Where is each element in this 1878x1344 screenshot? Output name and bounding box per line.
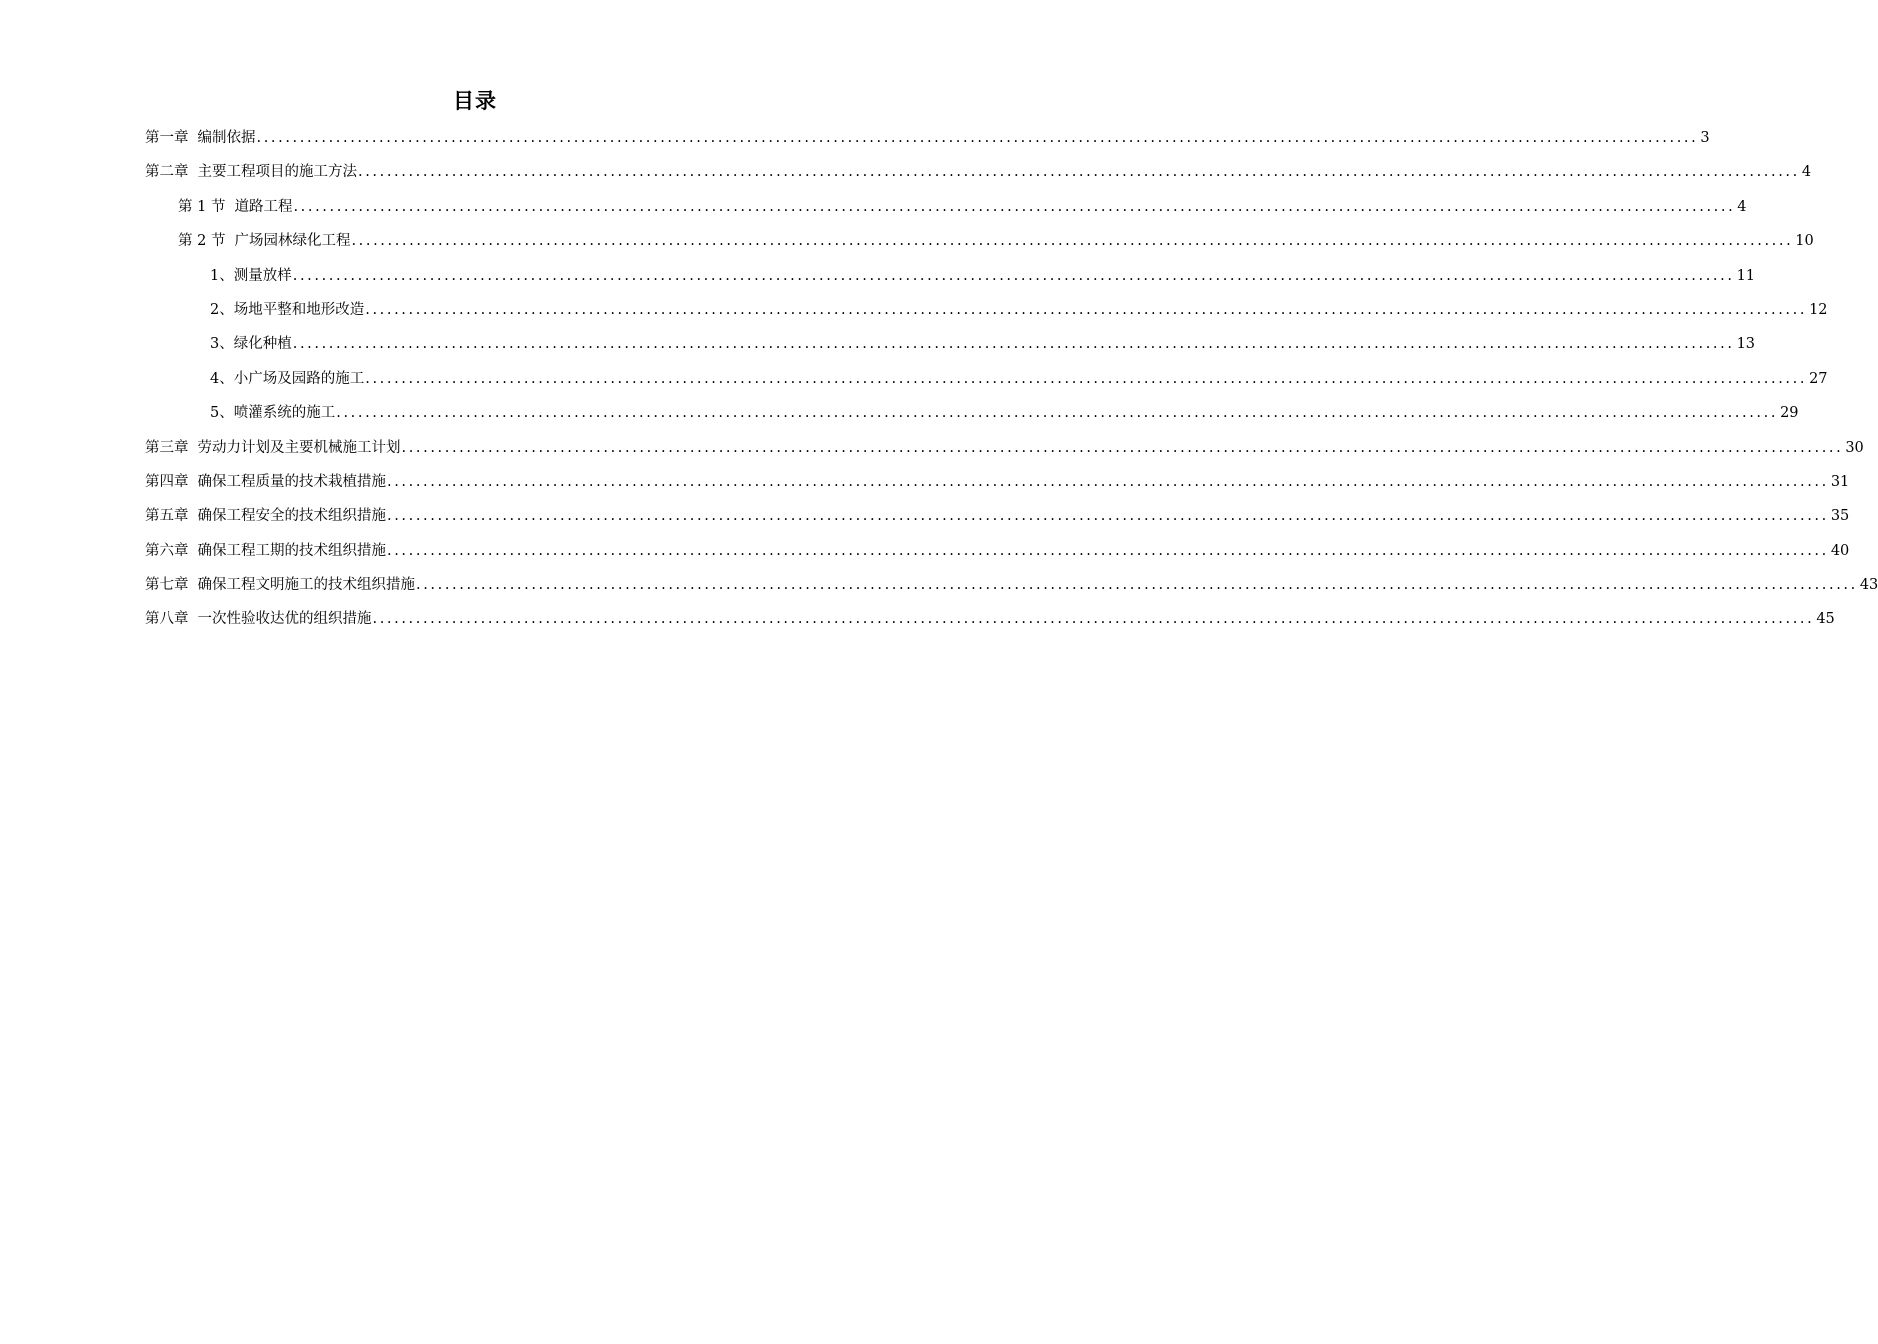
toc-entry-line: [145, 431, 1864, 465]
toc-title: 目录: [453, 89, 497, 113]
toc-entry-number: 第一章: [145, 130, 189, 146]
dot-leader: ........................................................................................................................................................................................................: [336, 405, 1779, 422]
toc-entry-page-number: 30: [1845, 439, 1864, 456]
toc-entry-page-number: 35: [1830, 508, 1850, 525]
toc-entry-line: [145, 121, 1710, 155]
toc-entry-title: 劳动力计划及主要机械施工计划: [197, 439, 401, 456]
toc-entry-line: [210, 259, 1756, 293]
toc-entry[interactable]: [0, 121, 1710, 155]
dot-leader: ........................................................................................................................................................................................................: [365, 301, 1808, 318]
toc-list: [0, 121, 1878, 637]
toc-entry-title: 确保工程质量的技术栽植措施: [197, 473, 386, 490]
toc-entry-number: 第三章: [145, 439, 189, 456]
toc-entry-number: 第二章: [145, 164, 189, 181]
toc-entry-line: [178, 190, 1747, 224]
toc-entry-number: 第六章: [145, 542, 189, 559]
toc-entry-number: 第八章: [145, 611, 189, 628]
toc-entry-line: [145, 568, 1878, 602]
toc-entry-line: [178, 224, 1814, 258]
toc-entry-line: [145, 499, 1850, 533]
toc-entry-page-number: 4: [1801, 164, 1812, 181]
toc-entry-number: 1、: [210, 267, 234, 284]
toc-entry-title: 主要工程项目的施工方法: [197, 164, 357, 181]
toc-entry-title: 确保工程安全的技术组织措施: [197, 508, 386, 525]
dot-leader: ........................................................................................................................................................................................................: [387, 542, 1829, 559]
dot-leader: ........................................................................................................................................................................................................: [292, 336, 1735, 353]
toc-entry-title: 道路工程: [234, 198, 293, 215]
toc-entry-line: [210, 396, 1799, 430]
toc-entry-title: 确保工程文明施工的技术组织措施: [197, 577, 415, 594]
dot-leader: ........................................................................................................................................................................................................: [358, 164, 1800, 181]
toc-entry[interactable]: [0, 362, 1828, 396]
toc-entry[interactable]: [0, 602, 1835, 636]
toc-entry-page-number: 10: [1795, 233, 1814, 250]
dot-leader: ........................................................................................................................................................................................................: [416, 577, 1858, 594]
toc-entry-title: 一次性验收达优的组织措施: [197, 611, 372, 628]
toc-entry-page-number: 12: [1809, 301, 1828, 318]
dot-leader: ........................................................................................................................................................................................................: [351, 233, 1794, 250]
toc-entry[interactable]: [0, 190, 1747, 224]
toc-entry-number: 第五章: [145, 508, 189, 525]
dot-leader: ........................................................................................................................................................................................................: [365, 370, 1808, 387]
toc-entry-line: [210, 327, 1756, 361]
toc-entry-title: 确保工程工期的技术组织措施: [197, 542, 386, 559]
toc-entry-title: 编制依据: [197, 130, 256, 146]
toc-entry[interactable]: [0, 155, 1812, 189]
toc-entry-page-number: 3: [1700, 130, 1710, 146]
dot-leader: ........................................................................................................................................................................................................: [292, 267, 1735, 284]
toc-entry-number: 5、: [210, 405, 234, 422]
toc-entry-line: [145, 534, 1850, 568]
toc-entry-page-number: 45: [1816, 611, 1835, 628]
toc-entry-page-number: 40: [1830, 542, 1850, 559]
toc-entry-line: [145, 602, 1835, 636]
dot-leader: ........................................................................................................................................................................................................: [401, 439, 1844, 456]
toc-entry-number: 第 2 节: [178, 233, 226, 250]
toc-entry-title: 测量放样: [233, 267, 292, 284]
toc-entry-number: 第四章: [145, 473, 189, 490]
toc-entry-page-number: 4: [1737, 198, 1747, 215]
toc-entry[interactable]: [0, 465, 1850, 499]
toc-entry[interactable]: [0, 534, 1850, 568]
toc-entry-line: [210, 293, 1828, 327]
toc-entry-page-number: 13: [1736, 336, 1756, 353]
dot-leader: ........................................................................................................................................................................................................: [387, 473, 1829, 490]
toc-entry[interactable]: [0, 396, 1799, 430]
toc-entry-line: [145, 155, 1812, 189]
toc-entry-page-number: 43: [1859, 577, 1878, 594]
toc-entry-page-number: 11: [1736, 267, 1756, 284]
toc-entry-number: 第七章: [145, 577, 189, 594]
toc-entry[interactable]: [0, 431, 1864, 465]
toc-entry[interactable]: [0, 327, 1756, 361]
dot-leader: ........................................................................................................................................................................................................: [387, 508, 1829, 525]
dot-leader: ........................................................................................................................................................................................................: [372, 611, 1815, 628]
toc-entry-line: [210, 362, 1828, 396]
dot-leader: ........................................................................................................................................................................................................: [256, 130, 1699, 146]
toc-entry-number: 3、: [210, 336, 234, 353]
toc-entry-title: 小广场及园路的施工: [233, 370, 365, 387]
toc-entry[interactable]: [0, 293, 1828, 327]
toc-entry-title: 绿化种植: [233, 336, 292, 353]
toc-entry-number: 第 1 节: [178, 198, 226, 215]
toc-entry-title: 广场园林绿化工程: [234, 233, 351, 250]
dot-leader: ........................................................................................................................................................................................................: [293, 198, 1736, 215]
toc-entry-number: 4、: [210, 370, 234, 387]
toc-entry[interactable]: [0, 259, 1756, 293]
toc-entry-line: [145, 465, 1850, 499]
toc-entry-title: 喷灌系统的施工: [233, 405, 336, 422]
toc-entry-page-number: 31: [1830, 473, 1850, 490]
toc-entry-page-number: 27: [1809, 370, 1828, 387]
toc-entry[interactable]: [0, 568, 1878, 602]
toc-entry[interactable]: [0, 499, 1850, 533]
toc-entry-title: 场地平整和地形改造: [233, 301, 365, 318]
toc-entry-page-number: 29: [1780, 405, 1799, 422]
toc-entry[interactable]: [0, 224, 1814, 258]
toc-entry-number: 2、: [210, 301, 234, 318]
